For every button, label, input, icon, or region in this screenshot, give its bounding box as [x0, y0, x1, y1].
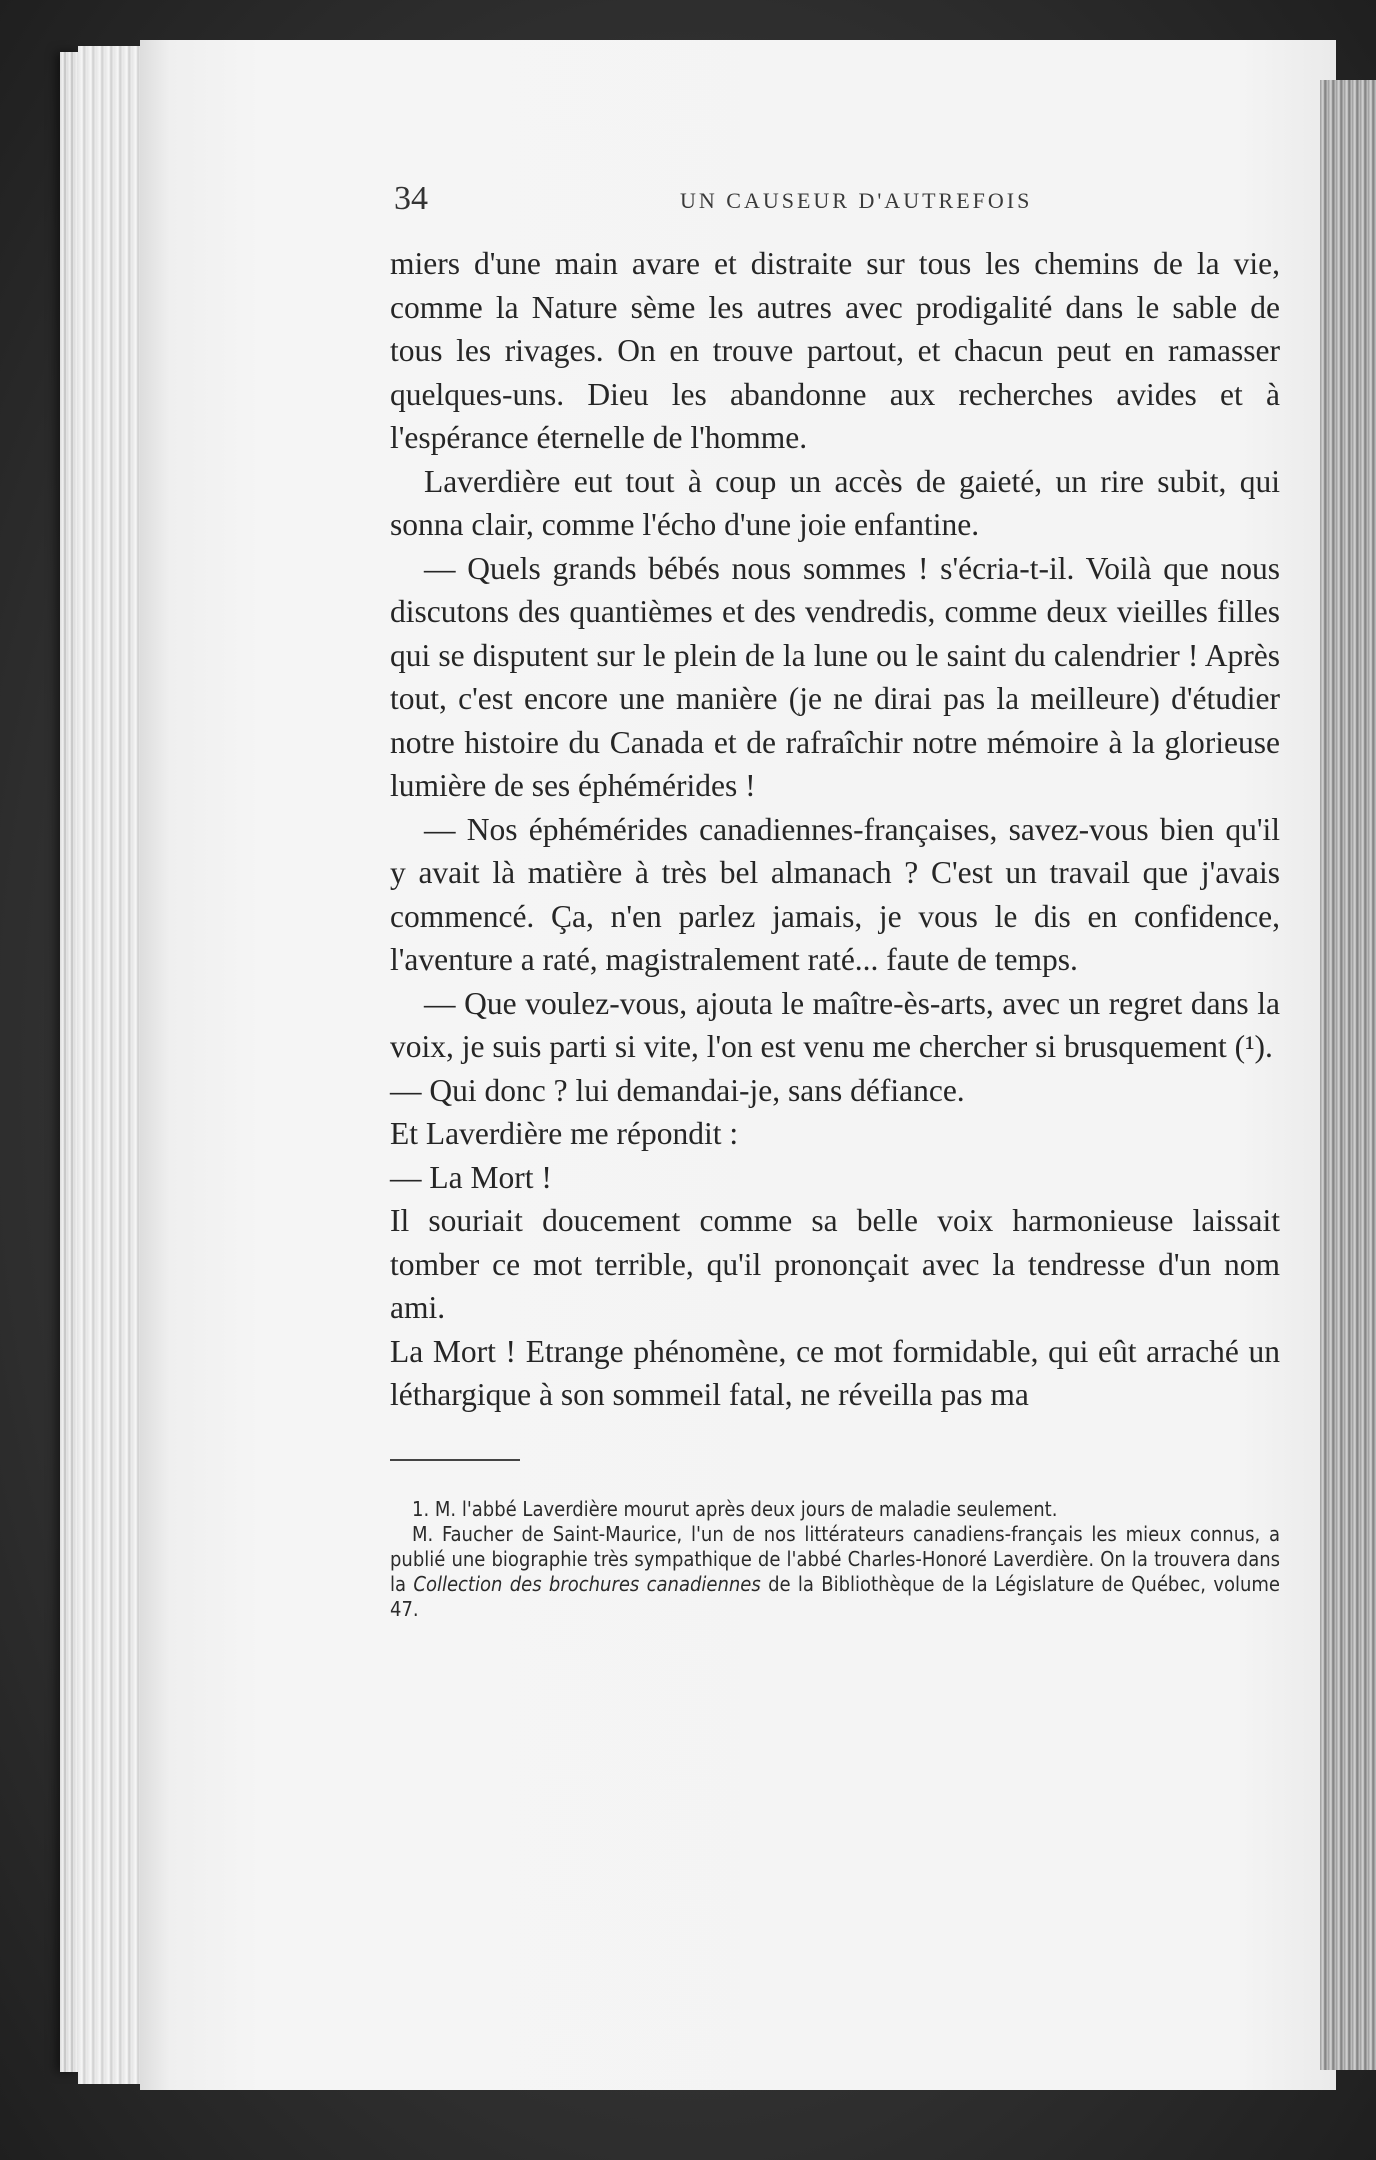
footnote-separator [390, 1459, 520, 1461]
footnote: 1. M. l'abbé Laverdière mourut après deux jours de maladie seulement. [412, 1496, 1058, 1521]
page-number: 34 [394, 180, 428, 217]
body-text [390, 242, 1280, 1417]
paragraph: Il souriait doucement comme sa belle voix harmonieuse laissait tomber ce mot terrible, qu'il prononçait avec la tendresse d'un nom ami. [390, 1203, 1280, 1325]
paragraph: miers d'une main avare et distraite sur tous les chemins de la vie, comme la Nature sème les autres avec prodigalité dans le sable de tous les rivages. On en trouve partout, et chacun peut en ramasser quelques-uns. Dieu les abandonne aux recherches avides et à l'espérance éternelle de l'homme. [390, 246, 1280, 455]
footnote-italic-title: Collection des brochures canadiennes [413, 1571, 761, 1596]
paragraph: La Mort ! Etrange phénomène, ce mot formidable, qui eût arraché un léthargique à son sommeil fatal, ne réveilla pas ma [390, 1333, 1280, 1412]
footnote [390, 1522, 1280, 1622]
page-content [390, 180, 1280, 1622]
paragraph: Et Laverdière me répondit : [390, 1116, 739, 1151]
footnote-text: de la Bibliothèque de la Législature de Québec, volume 47. [390, 1571, 1281, 1621]
running-title: UN CAUSEUR D'AUTREFOIS [680, 188, 1033, 213]
paragraph: — Quels grands bébés nous sommes ! s'écria-t-il. Voilà que nous discutons des quantièmes et des vendredis, comme deux vieilles filles qui se disputent sur le plein de la lune ou le saint du calendrier ! Après tout, c'est encore une manière (je ne dirai pas la meilleure) d'étudier notre histoire du Canada et de rafraîchir notre mémoire à la glorieuse lumière de ses éphémérides ! [390, 550, 1280, 803]
footnote-text: M. Faucher de Saint-Maurice, l'un de nos littérateurs canadiens-français les mieux connus, a publié une biographie très sympathique de l'abbé Charles-Honoré Laverdière. On la trouvera dans la [390, 1521, 1280, 1596]
page-header [390, 180, 1280, 230]
paragraph: — La Mort ! [390, 1159, 552, 1195]
book-page-edges-left [60, 52, 80, 2072]
paragraph: Laverdière eut tout à coup un accès de gaieté, un rire subit, qui sonna clair, comme l'écho d'une joie enfantine. [390, 463, 1280, 542]
book-page-edges-inner [78, 46, 148, 2084]
book-page-edges-right [1320, 80, 1376, 2070]
footnotes [390, 1497, 1280, 1622]
paragraph: — Que voulez-vous, ajouta le maître-ès-arts, avec un regret dans la voix, je suis parti si vite, l'on est venu me chercher si brusquement (¹). [390, 985, 1280, 1064]
paragraph: — Qui donc ? lui demandai-je, sans défiance. [390, 1072, 965, 1108]
paragraph: — Nos éphémérides canadiennes-françaises, savez-vous bien qu'il y avait là matière à très bel almanach ? C'est un travail que j'avais commencé. Ça, n'en parlez jamais, je vous le dis en confidence, l'aventure a raté, magistralement raté... faute de temps. [390, 811, 1280, 977]
